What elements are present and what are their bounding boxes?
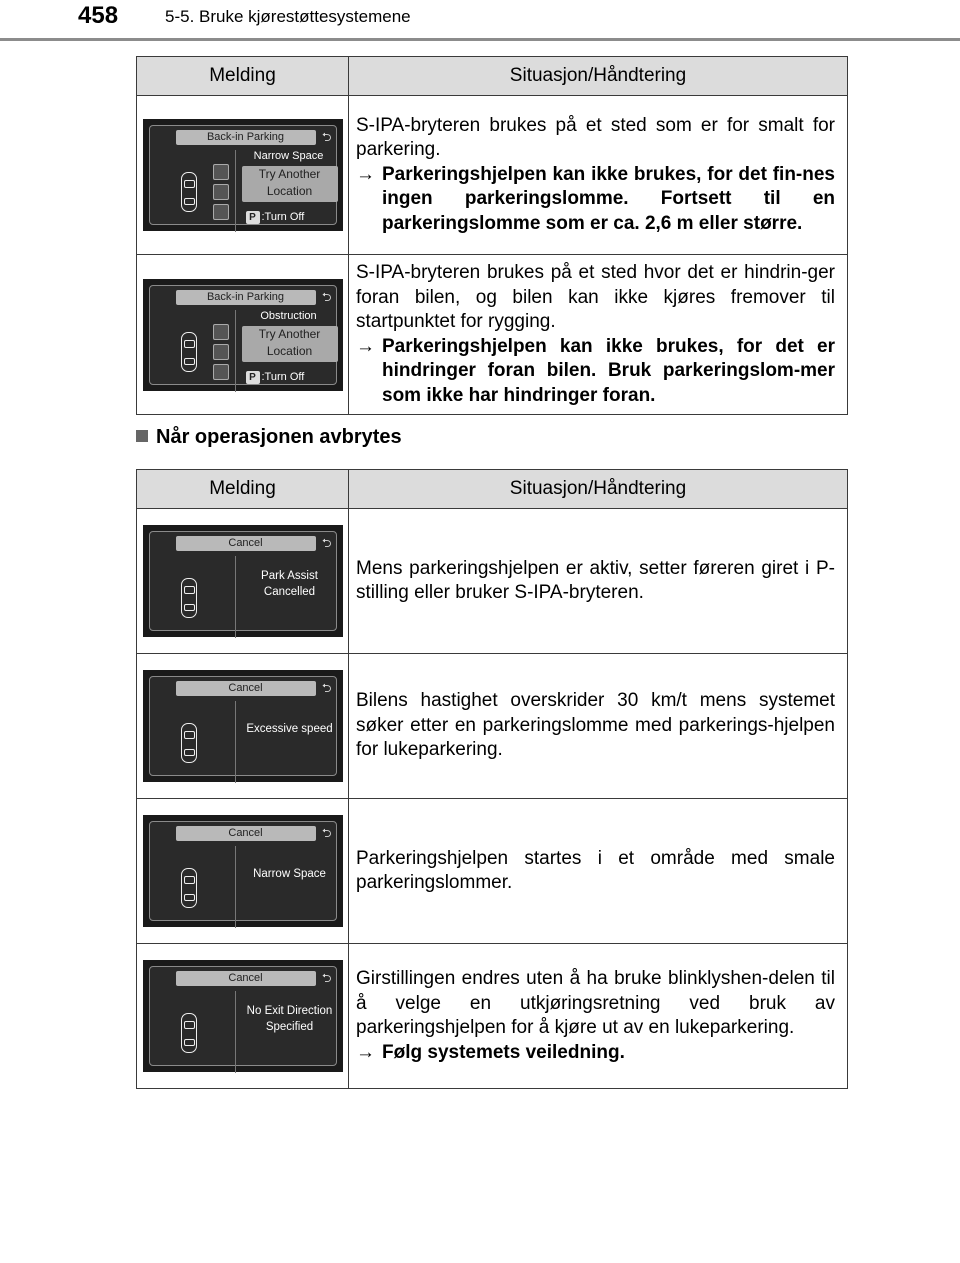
column-header-message: Melding <box>137 57 349 96</box>
table-row <box>137 944 848 1089</box>
parking-assist-icon: P <box>246 211 260 224</box>
bullet-square-icon <box>136 430 148 442</box>
parking-slot-icon <box>213 164 229 180</box>
arrow-icon: → <box>356 335 375 357</box>
screen-title: Back-in Parking <box>176 130 316 145</box>
table-row <box>137 654 848 799</box>
parking-slot-icon <box>213 324 229 340</box>
situation-text: Mens parkeringshjelpen er aktiv, setter føreren giret i P-stilling eller bruker S-IPA-bryteren. <box>349 509 848 654</box>
parking-assist-icon: P <box>246 371 260 384</box>
message-table-2 <box>136 469 848 1089</box>
screen-title: Back-in Parking <box>176 290 316 305</box>
back-icon: ⮌ <box>321 536 332 550</box>
back-icon: ⮌ <box>321 681 332 695</box>
action-text: → Parkeringshjelpen kan ikke brukes, for det er hindringer foran bilen. Bruk parkeringslom-mer som ikke har hindringer foran. <box>356 335 835 406</box>
situation-text: Parkeringshjelpen startes i et område med smale parkeringslommer. <box>349 799 848 944</box>
display-screenshot <box>143 670 343 782</box>
arrow-icon: → <box>356 163 375 185</box>
table-row <box>137 509 848 654</box>
screen-title: Cancel <box>176 971 316 986</box>
table-row <box>137 255 848 415</box>
screen-message: Excessive speed <box>246 723 333 735</box>
parking-slot-icon <box>213 344 229 360</box>
page-header <box>0 0 960 42</box>
screen-message: No Exit Direction Specified <box>246 1005 333 1033</box>
back-icon: ⮌ <box>321 289 332 304</box>
table-row <box>137 799 848 944</box>
screen-message: Narrow Space <box>253 868 326 880</box>
display-screenshot <box>143 119 343 231</box>
screen-title: Cancel <box>176 536 316 551</box>
page-number: 458 <box>78 2 119 29</box>
column-header-situation: Situasjon/Håndtering <box>349 57 848 96</box>
screen-message: Park Assist Cancelled <box>261 570 318 598</box>
screen-footer: P :Turn Off <box>246 371 305 384</box>
car-icon <box>181 723 197 763</box>
back-icon: ⮌ <box>321 130 332 144</box>
screen-button: Try Another Location <box>242 326 338 362</box>
situation-text: S-IPA-bryteren brukes på et sted hvor det er hindrin-ger foran bilen, og bilen kan ikke kjøres fremover til startpunktet for rygging. <box>356 262 835 332</box>
screen-title: Cancel <box>176 681 316 696</box>
action-text: → Parkeringshjelpen kan ikke brukes, for det fin-nes ingen parkeringslomme. Fortsett til en parkeringslomme som er ca. 2,6 m eller større. <box>356 163 835 234</box>
parking-slot-icon <box>213 184 229 200</box>
column-header-message: Melding <box>137 470 349 509</box>
car-icon <box>181 332 197 372</box>
screen-title: Cancel <box>176 826 316 841</box>
situation-text: S-IPA-bryteren brukes på et sted som er for smalt for parkering. <box>356 114 835 161</box>
header-rule <box>0 38 960 41</box>
column-header-situation: Situasjon/Håndtering <box>349 470 848 509</box>
back-icon: ⮌ <box>321 971 332 985</box>
car-icon <box>181 172 197 212</box>
car-icon <box>181 578 197 618</box>
chapter-title: 5-5. Bruke kjørestøttesystemene <box>165 7 411 26</box>
parking-slot-icon <box>213 204 229 220</box>
message-table-1 <box>136 56 848 415</box>
screen-subtitle: Obstruction <box>260 309 317 322</box>
table-row <box>137 96 848 255</box>
parking-slot-icon <box>213 364 229 380</box>
situation-text: Bilens hastighet overskrider 30 km/t mens systemet søker etter en parkeringslomme med parkerings-hjelpen for lukeparkering. <box>349 654 848 799</box>
situation-text: Girstillingen endres uten å ha bruke blinklyshen-delen til å velge en utkjøringsretning ved bruk av parkeringshjelpen for å kjøre ut av en lukeparkering. <box>356 968 835 1038</box>
display-screenshot <box>143 279 343 391</box>
car-icon <box>181 1013 197 1053</box>
screen-subtitle: Narrow Space <box>253 150 324 162</box>
screen-footer: P :Turn Off <box>246 211 305 224</box>
section-heading: Når operasjonen avbrytes <box>136 426 402 449</box>
display-screenshot <box>143 525 343 637</box>
display-screenshot <box>143 960 343 1072</box>
action-text: → Følg systemets veiledning. <box>356 1041 835 1066</box>
table-header-row <box>137 470 848 509</box>
back-icon: ⮌ <box>321 826 332 840</box>
table-header-row <box>137 57 848 96</box>
arrow-icon: → <box>356 1041 375 1063</box>
car-icon <box>181 868 197 908</box>
display-screenshot <box>143 815 343 927</box>
screen-button: Try Another Location <box>242 166 338 202</box>
